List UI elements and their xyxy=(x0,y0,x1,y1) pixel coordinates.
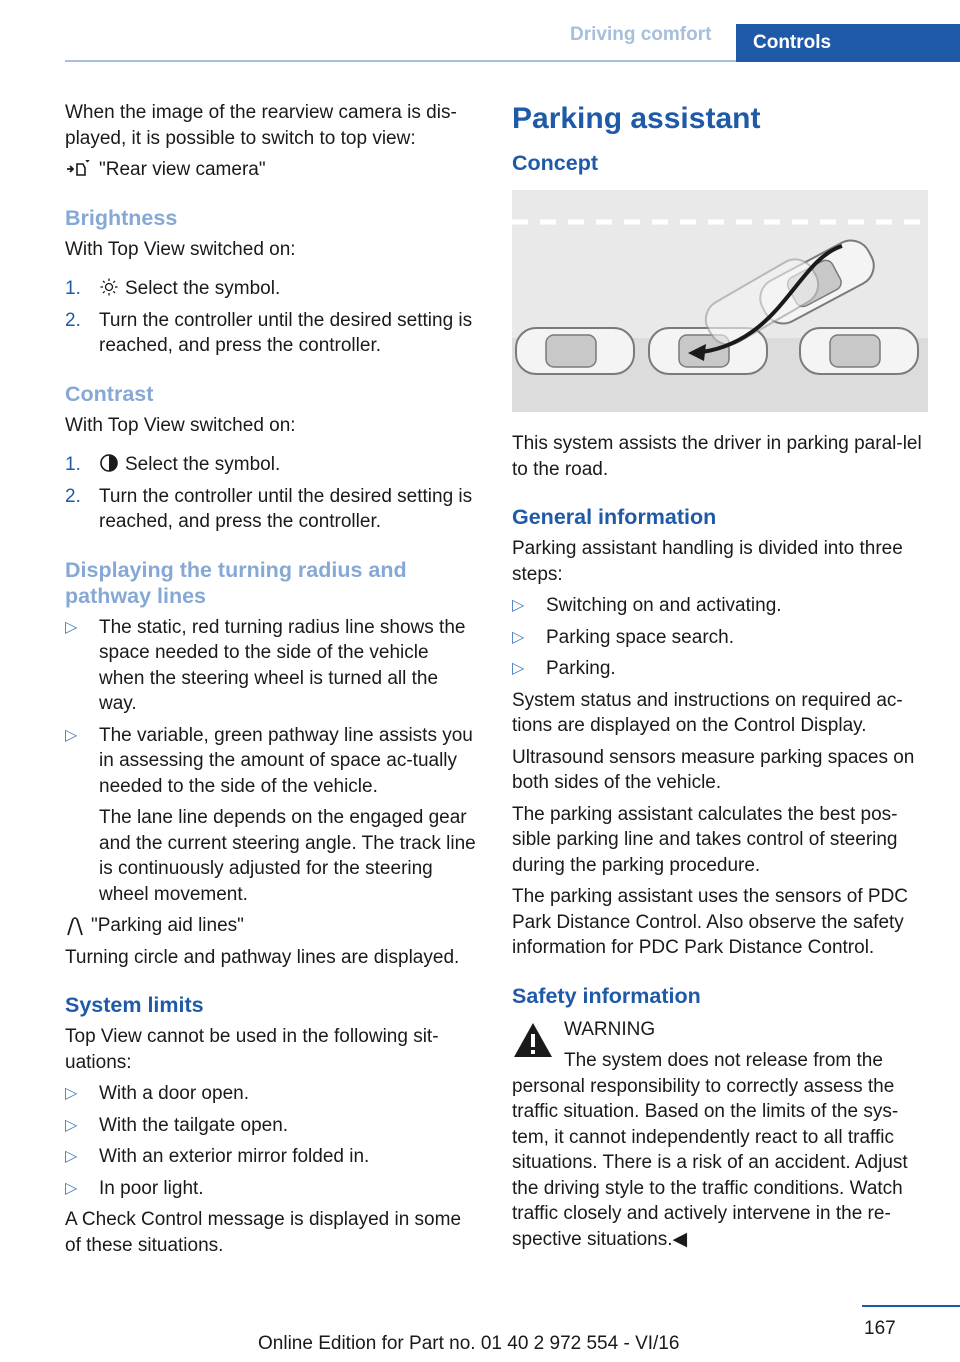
bullet-triangle-icon: ▷ xyxy=(65,618,78,636)
bullet-text: With an exterior mirror folded in. xyxy=(99,1146,370,1167)
parked-car-left xyxy=(516,328,634,374)
bullet-triangle-icon: ▷ xyxy=(65,1085,78,1102)
concept-heading: Concept xyxy=(512,151,598,175)
parking-illustration xyxy=(512,190,928,412)
contrast-step-2 xyxy=(65,484,479,535)
contrast-step-1 xyxy=(65,452,479,478)
turning-bullet-2 xyxy=(65,723,479,908)
bullet-text: Parking space search. xyxy=(546,626,734,648)
step-text: Turn the controller until the desired setting is reached, and press the controller. xyxy=(99,485,473,532)
general-intro: Parking assistant handling is divided into three steps: xyxy=(512,538,903,585)
general-para-3: The parking assistant calculates the best pos‐sible parking line and takes control of steering during the parking procedure. xyxy=(512,803,898,876)
bullet-text: The static, red turning radius line shows the space needed to the side of the vehicle when the steering wheel is turned all the way. xyxy=(99,616,466,714)
warning-block xyxy=(512,1017,932,1253)
bullet-triangle-icon: ▷ xyxy=(65,1116,78,1134)
turning-after: Turning circle and pathway lines are displayed. xyxy=(65,946,460,968)
parked-car-right xyxy=(800,328,918,374)
limits-bullet-1 xyxy=(65,1081,479,1107)
step-text: Select the symbol. xyxy=(125,454,281,475)
bullet-text: In poor light. xyxy=(99,1177,204,1199)
limits-after: A Check Control message is displayed in some of these situations. xyxy=(65,1209,462,1256)
general-para-1: System status and instructions on required ac‐tions are displayed on the Control Display. xyxy=(512,689,903,736)
contrast-heading: Contrast xyxy=(65,381,154,406)
safety-heading: Safety information xyxy=(512,983,701,1008)
bullet-text: Switching on and activating. xyxy=(546,595,782,616)
general-bullet-1 xyxy=(512,593,932,619)
page-number: 167 xyxy=(864,1318,896,1339)
header-tab-label: Controls xyxy=(753,32,832,53)
step-number: 2. xyxy=(65,309,81,331)
warning-label: WARNING xyxy=(564,1018,656,1040)
limits-sub: Top View cannot be used in the following sit‐uations: xyxy=(65,1026,439,1073)
limits-bullet-4 xyxy=(65,1176,479,1202)
edition-line: Online Edition for Part no. 01 40 2 972 554 - VI/16 xyxy=(258,1333,680,1354)
parking-aid-lines-icon xyxy=(65,916,85,936)
bullet-triangle-icon: ▷ xyxy=(65,726,78,744)
brightness-step-1 xyxy=(65,276,479,302)
limits-heading: System limits xyxy=(65,993,204,1017)
header-section-title: Driving comfort xyxy=(570,24,712,45)
rear-camera-icon xyxy=(65,160,91,178)
general-bullet-3 xyxy=(512,656,932,682)
concept-text: This system assists the driver in parking paral‐lel to the road. xyxy=(512,433,922,480)
brightness-sub: With Top View switched on: xyxy=(65,238,296,260)
step-number: 1. xyxy=(65,454,81,475)
limits-bullet-3 xyxy=(65,1144,479,1170)
warning-text: personal responsibility to correctly assess the traffic situation. Based on the limits of the sys‐tem, it cannot independently react to all traffic situations. There is a risk of an accident. Adjust the driving style to the traffic conditions. Watch traffic closely and actively intervene in the re‐spective situations.◀ xyxy=(512,1075,908,1250)
general-bullet-2 xyxy=(512,625,932,651)
contrast-icon xyxy=(99,453,119,473)
step-text: Turn the controller until the desired setting is reached, and press the controller. xyxy=(99,309,473,356)
turning-bullet-1 xyxy=(65,615,479,717)
rear-view-camera-line xyxy=(65,157,479,183)
brightness-icon xyxy=(99,277,119,297)
brightness-heading: Brightness xyxy=(65,205,178,230)
parking-aid-line xyxy=(65,913,479,939)
right-column xyxy=(512,100,932,1252)
bullet-text: The variable, green pathway line assists you in assessing the amount of space ac‐tually needed to the side of the vehicle. xyxy=(99,724,473,797)
bullet-text: Parking. xyxy=(546,658,616,679)
left-column xyxy=(65,100,479,1258)
contrast-sub: With Top View switched on: xyxy=(65,414,296,436)
step-number: 2. xyxy=(65,485,81,507)
bullet-triangle-icon: ▷ xyxy=(512,628,525,646)
bullet-triangle-icon: ▷ xyxy=(512,597,525,614)
bullet-note: The lane line depends on the engaged gear and the current steering angle. The track line is continuously adjusted for the steering wheel movement. xyxy=(99,807,476,905)
page-title: Parking assistant xyxy=(512,102,761,135)
brightness-step-2 xyxy=(65,308,479,359)
header-divider xyxy=(65,60,736,62)
warning-triangle-icon xyxy=(512,1021,554,1059)
turning-heading: Displaying the turning radius and pathway lines xyxy=(65,557,407,608)
rear-view-camera-label: "Rear view camera" xyxy=(99,159,266,180)
general-heading: General information xyxy=(512,505,717,529)
step-text: Select the symbol. xyxy=(125,278,281,299)
bullet-triangle-icon: ▷ xyxy=(512,660,525,677)
step-number: 1. xyxy=(65,278,81,299)
bullet-triangle-icon: ▷ xyxy=(65,1148,78,1165)
parking-aid-label: "Parking aid lines" xyxy=(91,915,244,936)
bullet-text: With the tailgate open. xyxy=(99,1114,289,1136)
general-para-2: Ultrasound sensors measure parking spaces on both sides of the vehicle. xyxy=(512,746,915,793)
general-para-4: The parking assistant uses the sensors of PDC Park Distance Control. Also observe the safety information for PDC Park Distance Control. xyxy=(512,886,909,958)
intro-text: When the image of the rearview camera is dis‐played, it is possible to switch to top view: xyxy=(65,102,457,149)
warning-first-line: The system does not release from the xyxy=(564,1050,883,1071)
header-tab xyxy=(736,24,960,62)
bullet-triangle-icon: ▷ xyxy=(65,1179,78,1197)
footer-divider xyxy=(862,1305,960,1307)
bullet-text: With a door open. xyxy=(99,1083,249,1104)
limits-bullet-2 xyxy=(65,1113,479,1139)
